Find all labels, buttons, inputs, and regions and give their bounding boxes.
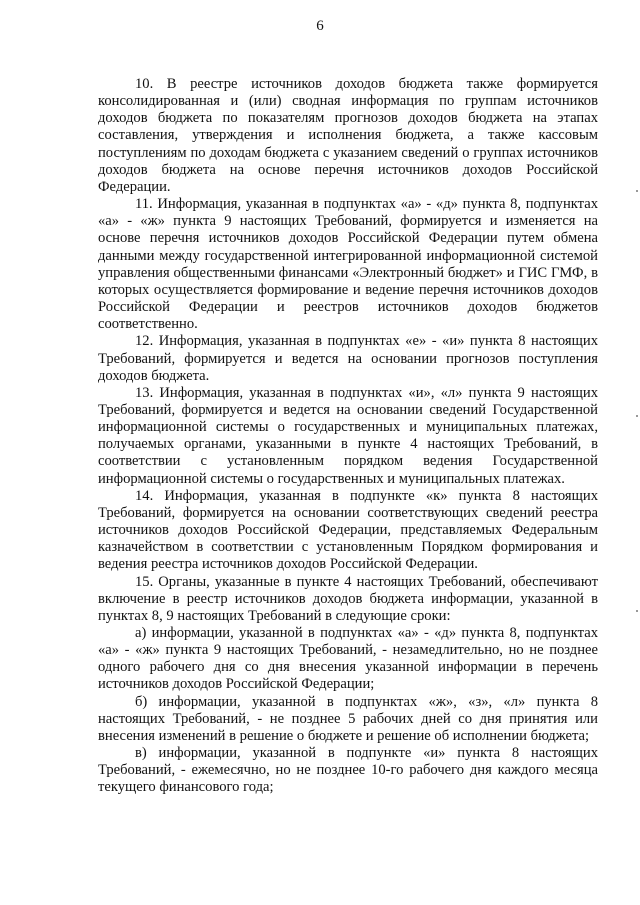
scan-edge-mark <box>636 190 638 192</box>
scan-edge-mark <box>636 415 638 417</box>
subparagraph-v: в) информации, указанной в подпункте «и» пункта 8 настоящих Требований, - ежемесячно, но не позднее 10-го рабочего дня каждого месяца текущего финансового года; <box>98 745 598 796</box>
scan-edge-mark <box>636 610 638 612</box>
paragraph-11: 11. Информация, указанная в подпунктах «а» - «д» пункта 8, подпунктах «а» - «ж» пункта 9 настоящих Требований, формируется и изменяется на основе перечня источников доходов Российской Федерации путем обмена данными между государственной интегрированной информационной системой управления общественными финансами «Электронный бюджет» и ГИС ГМФ, в которых осуществляется формирование и ведение перечня источников доходов Российской Федерации и реестров источников доходов бюджетов соответственно. <box>98 196 598 333</box>
paragraph-14: 14. Информация, указанная в подпункте «к» пункта 8 настоящих Требований, формируется на основании соответствующих сведений реестра источников доходов Российской Федерации, представляемых Федеральным казначейством в соответствии с установленным Порядком формирования и ведения реестра источников доходов Российской Федерации. <box>98 487 598 573</box>
document-body <box>98 76 598 797</box>
paragraph-15: 15. Органы, указанные в пункте 4 настоящих Требований, обеспечивают включение в реестр источников доходов бюджета информации, указанной в пунктах 8, 9 настоящих Требований в следующие сроки: <box>98 573 598 624</box>
subparagraph-a: а) информации, указанной в подпунктах «а» - «д» пункта 8, подпунктах «а» - «ж» пункта 9 настоящих Требований, - незамедлительно, но не позднее одного рабочего дня со дня внесения указанной информации в перечень источников доходов Российской Федерации; <box>98 625 598 693</box>
paragraph-10: 10. В реестре источников доходов бюджета также формируется консолидированная и (или) сводная информация по группам источников доходов бюджета по показателям прогнозов доходов бюджета на этапах составления, утверждения и исполнения бюджета, а также кассовым поступлениям по доходам бюджета с указанием сведений о группах источников доходов бюджета на основе перечня источников доходов Российской Федерации. <box>98 76 598 195</box>
subparagraph-b: б) информации, указанной в подпунктах «ж», «з», «л» пункта 8 настоящих Требований, - не позднее 5 рабочих дней со дня принятия или внесения изменений в решение о бюджете и решение об исполнении бюджета; <box>98 693 598 744</box>
paragraph-12: 12. Информация, указанная в подпунктах «е» - «и» пункта 8 настоящих Требований, формируется и ведется на основании прогнозов поступления доходов бюджета. <box>98 333 598 384</box>
paragraph-13: 13. Информация, указанная в подпунктах «и», «л» пункта 9 настоящих Требований, формируется и ведется на основании сведений Государственной информационной системы о государственных и муниципальных платежах, получаемых органами, указанными в пункте 4 настоящих Требований, в соответствии с установленным порядком ведения Государственной информационной системы о государственных и муниципальных платежах. <box>98 384 598 487</box>
page-number: 6 <box>316 18 324 34</box>
